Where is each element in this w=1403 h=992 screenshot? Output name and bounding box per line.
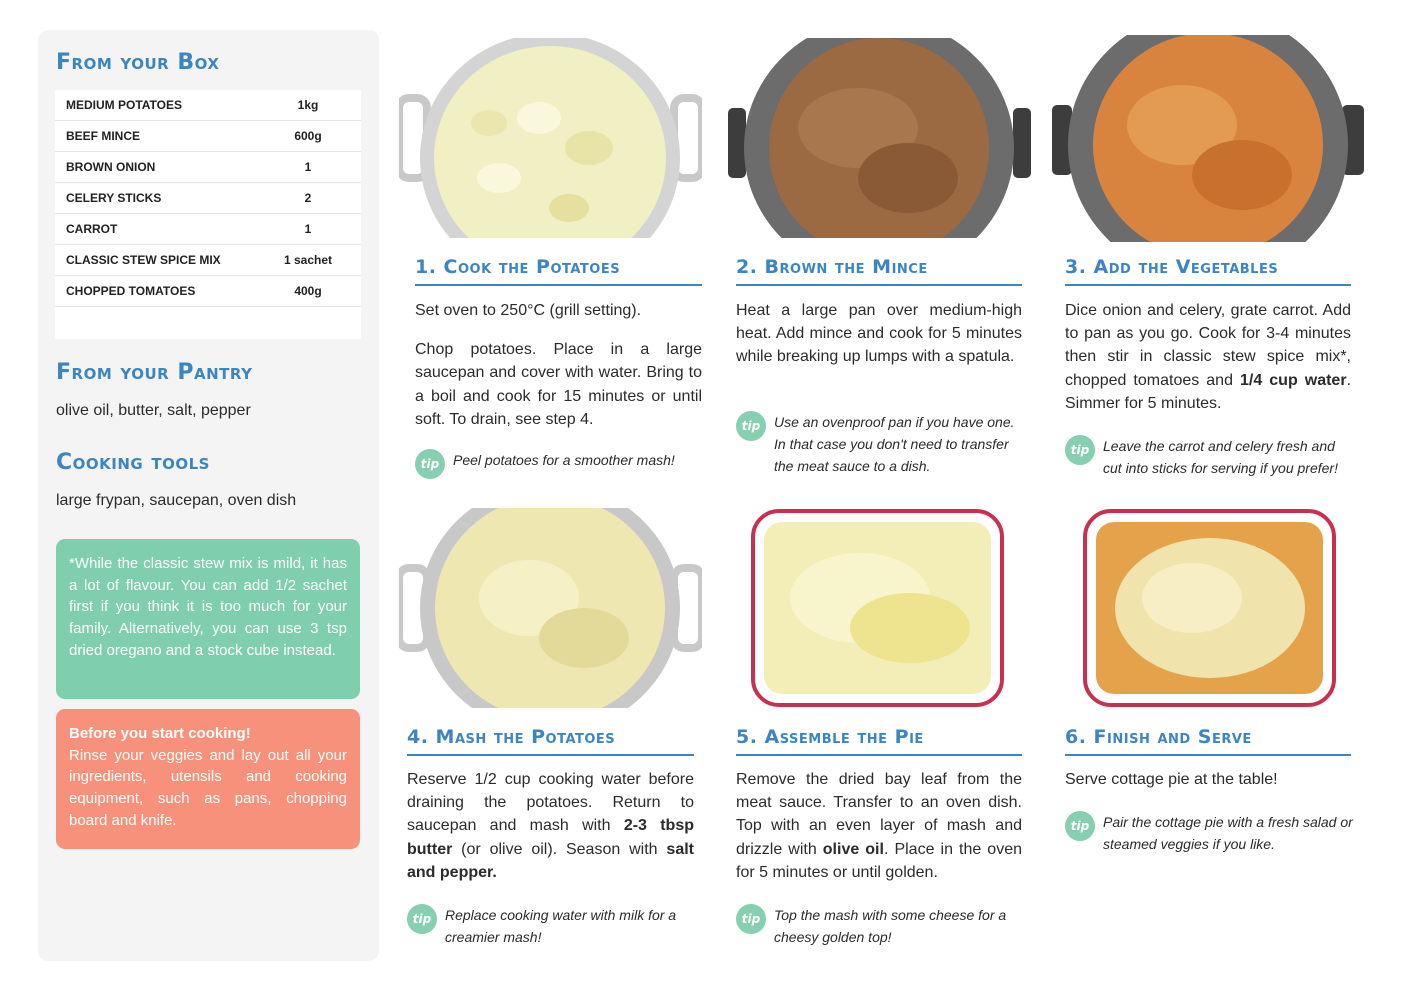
ingredient-qty: 1 — [304, 160, 312, 174]
ingredient-name: MEDIUM POTATOES — [66, 98, 183, 112]
step-5-text: Remove the dried bay leaf from the meat sauce. Transfer to an oven dish. Top with an even layer of mash and drizzle with — [736, 771, 1022, 858]
tip-text: Pair the cottage pie with a fresh salad or steamed veggies if you like. — [1103, 814, 1353, 852]
ingredient-name: BEEF MINCE — [66, 129, 141, 143]
tools-heading: Cooking tools — [56, 450, 210, 475]
ingredient-qty: 600g — [294, 129, 322, 143]
spice-note: *While the classic stew mix is mild, it has a lot of flavour. You can add 1/2 sachet first if you think it is too much for your family. Alternatively, you can use 3 tsp dried oregano and a stock cube instead. — [56, 539, 360, 699]
photo-browning-mince — [728, 38, 1031, 238]
photo-assembled-pie — [750, 508, 1005, 708]
step-1-body — [415, 299, 702, 431]
step-3-body — [1065, 299, 1351, 415]
box-heading: From your Box — [56, 50, 220, 75]
photo-mashed-potatoes — [399, 508, 702, 708]
ingredient-name: CARROT — [66, 222, 118, 236]
ingredient-name: CHOPPED TOMATOES — [66, 284, 196, 298]
tip-text: Peel potatoes for a smoother mash! — [453, 452, 675, 468]
before-start-body: Rinse your veggies and lay out all your ingredients, utensils and cooking equipment, such as pans, chopping board and knife. — [69, 746, 347, 829]
tools-text: large frypan, saucepan, oven dish — [56, 492, 297, 509]
tip-text: Use an ovenproof pan if you have one. In that case you don't need to transfer the meat sauce to a dish. — [774, 414, 1015, 474]
step-6-title: 6. Finish and Serve — [1065, 726, 1351, 756]
before-start-note — [56, 709, 360, 849]
ingredient-name: BROWN ONION — [66, 160, 156, 174]
step-4-text: Reserve 1/2 cup cooking water before draining the potatoes. Return to saucepan and mash with — [407, 771, 694, 835]
step-2-tip — [736, 411, 1026, 477]
ingredient-qty: 400g — [294, 284, 322, 298]
table-row — [55, 276, 361, 307]
ingredient-qty: 1kg — [297, 98, 319, 112]
step-3-tip — [1065, 435, 1355, 479]
table-row — [55, 214, 361, 245]
ingredient-qty: 1 — [304, 222, 312, 236]
table-row — [55, 183, 361, 214]
table-row — [55, 245, 361, 276]
step-3-text: Dice onion and celery, grate carrot. Add to pan as you go. Cook for 3-4 minutes then stir in classic stew spice mix*, chopped tomatoes and — [1065, 302, 1351, 389]
ingredient-name: CLASSIC STEW SPICE MIX — [66, 253, 221, 267]
step-4-text: (or olive oil). Season with — [452, 840, 667, 858]
ingredient-qty: 2 — [304, 191, 312, 205]
photo-vegetable-sauce — [1052, 35, 1364, 242]
tip-text: Replace cooking water with milk for a creamier mash! — [445, 907, 677, 945]
ingredient-name: CELERY STICKS — [66, 191, 162, 205]
step-5-tip — [736, 904, 1031, 948]
table-row — [55, 90, 361, 121]
sidebar-panel — [38, 30, 379, 961]
table-row — [55, 152, 361, 183]
step-1-paragraph: Chop potatoes. Place in a large saucepan and cover with water. Bring to a boil and cook for 15 minutes or until soft. To drain, see step 4. — [415, 341, 702, 428]
before-start-title: Before you start cooking! — [69, 725, 251, 742]
step-5-text: . Place in the oven for 5 minutes or until golden. — [736, 840, 1022, 881]
photo-finished-pie — [1082, 508, 1337, 708]
ingredients-table — [55, 90, 361, 339]
tip-text: Top the mash with some cheese for a cheesy golden top! — [774, 907, 1007, 945]
pantry-text: olive oil, butter, salt, pepper — [56, 402, 251, 419]
step-4-body — [407, 768, 694, 884]
step-4-emphasis: 2-3 tbsp butter — [407, 817, 694, 858]
step-2-title: 2. Brown the Mince — [736, 256, 1022, 286]
table-row — [55, 121, 361, 152]
step-1-paragraph: Set oven to 250°C (grill setting). — [415, 302, 642, 319]
step-6-tip — [1065, 811, 1355, 855]
step-5-title: 5. Assemble the Pie — [736, 726, 1022, 756]
step-4-title: 4. Mash the Potatoes — [407, 726, 694, 756]
tip-text: Leave the carrot and celery fresh and cut into sticks for serving if you prefer! — [1103, 438, 1338, 476]
step-5-emphasis: olive oil — [822, 840, 884, 858]
step-3-text: . Simmer for 5 minutes. — [1065, 371, 1352, 412]
step-1-tip — [415, 449, 705, 479]
step-4-tip — [407, 904, 702, 948]
pantry-heading: From your Pantry — [56, 360, 253, 385]
tip-badge-icon: tip — [415, 449, 445, 479]
step-3-title: 3. Add the Vegetables — [1065, 256, 1351, 286]
step-1-title: 1. Cook the Potatoes — [415, 256, 702, 286]
photo-boiling-potatoes — [399, 38, 702, 238]
tip-badge-icon: tip — [736, 904, 766, 934]
tip-badge-icon: tip — [1065, 811, 1095, 841]
tip-badge-icon: tip — [1065, 435, 1095, 465]
step-3-emphasis: 1/4 cup water — [1240, 371, 1347, 389]
step-6-body: Serve cottage pie at the table! — [1065, 771, 1278, 788]
tip-badge-icon: tip — [736, 411, 766, 441]
step-4-emphasis: salt and pepper. — [407, 840, 694, 881]
tip-badge-icon: tip — [407, 904, 437, 934]
step-5-body — [736, 768, 1022, 884]
ingredient-qty: 1 sachet — [283, 253, 333, 267]
step-2-body: Heat a large pan over medium-high heat. Add mince and cook for 5 minutes while breaking up lumps with a spatula. — [736, 302, 1022, 366]
